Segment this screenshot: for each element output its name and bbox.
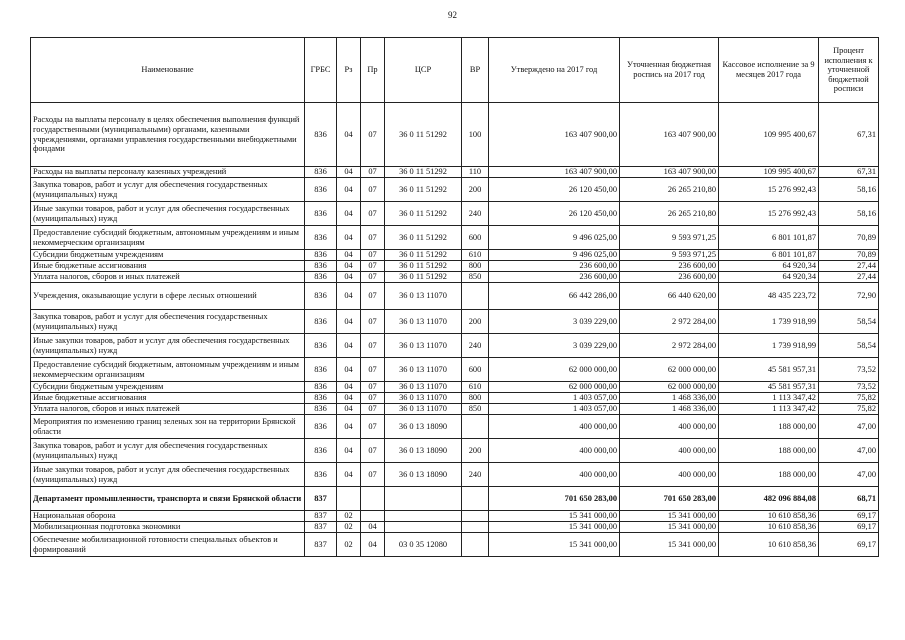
table-cell-name: Иные закупки товаров, работ и услуг для обеспечения государственных (муниципальных) нужд [31, 463, 305, 487]
table-cell-csr: 36 0 11 51292 [385, 272, 462, 283]
table-cell-percent: 58,54 [819, 310, 879, 334]
table-cell-cash: 64 920,34 [719, 261, 819, 272]
table-header-row [31, 38, 879, 103]
table-cell-name: Расходы на выплаты персоналу в целях обеспечения выполнения функций государственными (муниципальными) органами, казенными учреждениями, органами управления государственными внебюджетными фондами [31, 103, 305, 167]
table-cell-vr: 240 [462, 463, 489, 487]
table-cell-rz: 02 [337, 511, 361, 522]
table-cell-rz: 04 [337, 463, 361, 487]
table-cell-name: Уплата налогов, сборов и иных платежей [31, 404, 305, 415]
table-cell-percent: 58,16 [819, 178, 879, 202]
table-cell-vr [462, 533, 489, 557]
table-cell-approved: 236 600,00 [489, 272, 620, 283]
table-cell-vr: 200 [462, 310, 489, 334]
table-row [31, 250, 879, 261]
table-cell-approved: 66 442 286,00 [489, 283, 620, 310]
table-cell-approved: 15 341 000,00 [489, 511, 620, 522]
table-cell-percent: 69,17 [819, 511, 879, 522]
table-cell-name: Иные закупки товаров, работ и услуг для обеспечения государственных (муниципальных) нужд [31, 202, 305, 226]
table-cell-rz: 04 [337, 226, 361, 250]
table-cell-rz: 04 [337, 250, 361, 261]
table-cell-pr: 07 [361, 393, 385, 404]
table-cell-vr: 100 [462, 103, 489, 167]
table-cell-csr: 36 0 11 51292 [385, 202, 462, 226]
table-cell-pr: 07 [361, 463, 385, 487]
table-cell-csr: 36 0 11 51292 [385, 178, 462, 202]
table-cell-name: Предоставление субсидий бюджетным, автономным учреждениям и иным некоммерческим организациям [31, 226, 305, 250]
col-header-percent: Процент исполнения к уточненной бюджетной росписи [819, 38, 879, 103]
table-cell-grbs: 836 [305, 358, 337, 382]
table-cell-approved: 15 341 000,00 [489, 522, 620, 533]
table-cell-refined: 26 265 210,80 [620, 178, 719, 202]
table-cell-vr [462, 283, 489, 310]
table-cell-pr [361, 511, 385, 522]
table-cell-rz: 04 [337, 334, 361, 358]
table-cell-csr: 36 0 11 51292 [385, 250, 462, 261]
table-cell-vr: 200 [462, 178, 489, 202]
table-cell-rz: 04 [337, 103, 361, 167]
table-cell-vr: 600 [462, 358, 489, 382]
table-cell-csr: 36 0 13 18090 [385, 463, 462, 487]
table-cell-rz: 04 [337, 272, 361, 283]
col-header-pr: Пр [361, 38, 385, 103]
table-cell-rz: 04 [337, 178, 361, 202]
table-row [31, 439, 879, 463]
table-cell-percent: 68,71 [819, 487, 879, 511]
table-cell-pr: 07 [361, 226, 385, 250]
table-row [31, 487, 879, 511]
table-cell-vr: 800 [462, 261, 489, 272]
table-cell-pr: 04 [361, 533, 385, 557]
table-cell-csr [385, 522, 462, 533]
table-cell-cash: 1 113 347,42 [719, 393, 819, 404]
table-cell-percent: 27,44 [819, 261, 879, 272]
table-cell-rz: 04 [337, 358, 361, 382]
table-cell-pr: 07 [361, 250, 385, 261]
table-cell-grbs: 836 [305, 103, 337, 167]
table-cell-csr: 36 0 13 11070 [385, 358, 462, 382]
table-cell-cash: 45 581 957,31 [719, 358, 819, 382]
table-cell-pr [361, 487, 385, 511]
table-cell-grbs: 836 [305, 334, 337, 358]
table-row [31, 511, 879, 522]
table-cell-refined: 701 650 283,00 [620, 487, 719, 511]
table-cell-pr: 07 [361, 415, 385, 439]
table-cell-cash: 188 000,00 [719, 415, 819, 439]
table-cell-cash: 188 000,00 [719, 463, 819, 487]
table-cell-csr: 36 0 13 11070 [385, 404, 462, 415]
table-cell-percent: 47,00 [819, 439, 879, 463]
table-cell-refined: 15 341 000,00 [620, 533, 719, 557]
col-header-refined: Уточненная бюджетная роспись на 2017 год [620, 38, 719, 103]
table-cell-rz: 02 [337, 533, 361, 557]
table-cell-approved: 400 000,00 [489, 463, 620, 487]
table-row [31, 178, 879, 202]
table-cell-rz: 04 [337, 393, 361, 404]
table-cell-cash: 10 610 858,36 [719, 533, 819, 557]
budget-execution-table [30, 37, 879, 557]
table-cell-percent: 67,31 [819, 167, 879, 178]
table-cell-approved: 701 650 283,00 [489, 487, 620, 511]
table-cell-grbs: 836 [305, 261, 337, 272]
col-header-grbs: ГРБС [305, 38, 337, 103]
col-header-vr: ВР [462, 38, 489, 103]
table-row [31, 334, 879, 358]
table-cell-csr [385, 487, 462, 511]
table-row [31, 103, 879, 167]
table-cell-rz: 04 [337, 202, 361, 226]
table-cell-cash: 15 276 992,43 [719, 178, 819, 202]
table-cell-name: Департамент промышленности, транспорта и связи Брянской области [31, 487, 305, 511]
table-cell-rz: 04 [337, 382, 361, 393]
table-cell-pr: 07 [361, 103, 385, 167]
col-header-name: Наименование [31, 38, 305, 103]
table-cell-csr: 36 0 13 18090 [385, 439, 462, 463]
table-row [31, 533, 879, 557]
table-cell-percent: 73,52 [819, 382, 879, 393]
table-cell-name: Иные закупки товаров, работ и услуг для обеспечения государственных (муниципальных) нужд [31, 334, 305, 358]
table-cell-refined: 15 341 000,00 [620, 511, 719, 522]
table-cell-grbs: 836 [305, 167, 337, 178]
table-cell-name: Субсидии бюджетным учреждениям [31, 382, 305, 393]
table-cell-approved: 62 000 000,00 [489, 382, 620, 393]
table-cell-name: Закупка товаров, работ и услуг для обеспечения государственных (муниципальных) нужд [31, 178, 305, 202]
table-cell-rz: 04 [337, 415, 361, 439]
table-cell-percent: 58,16 [819, 202, 879, 226]
table-cell-grbs: 837 [305, 522, 337, 533]
table-cell-percent: 47,00 [819, 415, 879, 439]
table-cell-grbs: 836 [305, 382, 337, 393]
table-row [31, 382, 879, 393]
table-cell-cash: 1 113 347,42 [719, 404, 819, 415]
table-cell-approved: 9 496 025,00 [489, 226, 620, 250]
table-cell-csr: 36 0 13 18090 [385, 415, 462, 439]
table-row [31, 522, 879, 533]
table-cell-vr: 800 [462, 393, 489, 404]
table-body [31, 103, 879, 557]
table-cell-percent: 67,31 [819, 103, 879, 167]
table-row [31, 393, 879, 404]
table-cell-csr: 36 0 11 51292 [385, 103, 462, 167]
table-row [31, 272, 879, 283]
table-cell-rz: 04 [337, 167, 361, 178]
table-cell-refined: 1 468 336,00 [620, 393, 719, 404]
table-cell-csr: 36 0 11 51292 [385, 226, 462, 250]
table-cell-grbs: 836 [305, 404, 337, 415]
table-cell-approved: 62 000 000,00 [489, 358, 620, 382]
table-cell-pr: 07 [361, 404, 385, 415]
table-cell-pr: 07 [361, 439, 385, 463]
table-cell-pr: 07 [361, 358, 385, 382]
table-cell-csr: 36 0 13 11070 [385, 310, 462, 334]
table-cell-name: Расходы на выплаты персоналу казенных учреждений [31, 167, 305, 178]
table-cell-vr: 110 [462, 167, 489, 178]
table-cell-csr: 36 0 11 51292 [385, 261, 462, 272]
table-cell-percent: 69,17 [819, 533, 879, 557]
table-cell-cash: 48 435 223,72 [719, 283, 819, 310]
table-cell-grbs: 836 [305, 178, 337, 202]
table-cell-rz: 02 [337, 522, 361, 533]
table-cell-percent: 70,89 [819, 250, 879, 261]
table-cell-pr: 07 [361, 178, 385, 202]
table-cell-refined: 1 468 336,00 [620, 404, 719, 415]
table-cell-grbs: 836 [305, 202, 337, 226]
col-header-approved: Утверждено на 2017 год [489, 38, 620, 103]
table-cell-approved: 1 403 057,00 [489, 393, 620, 404]
table-cell-approved: 400 000,00 [489, 415, 620, 439]
table-cell-vr: 850 [462, 272, 489, 283]
table-cell-name: Закупка товаров, работ и услуг для обеспечения государственных (муниципальных) нужд [31, 310, 305, 334]
table-cell-rz: 04 [337, 283, 361, 310]
table-row [31, 463, 879, 487]
table-cell-vr: 240 [462, 334, 489, 358]
table-cell-csr: 36 0 13 11070 [385, 283, 462, 310]
table-cell-grbs: 836 [305, 226, 337, 250]
table-cell-refined: 2 972 284,00 [620, 310, 719, 334]
table-cell-name: Субсидии бюджетным учреждениям [31, 250, 305, 261]
table-cell-cash: 109 995 400,67 [719, 167, 819, 178]
table-cell-approved: 236 600,00 [489, 261, 620, 272]
table-cell-refined: 236 600,00 [620, 261, 719, 272]
table-row [31, 310, 879, 334]
table-cell-pr: 07 [361, 167, 385, 178]
table-cell-pr: 04 [361, 522, 385, 533]
table-cell-approved: 26 120 450,00 [489, 178, 620, 202]
table-cell-pr: 07 [361, 310, 385, 334]
table-cell-refined: 400 000,00 [620, 415, 719, 439]
table-cell-pr: 07 [361, 261, 385, 272]
table-cell-grbs: 836 [305, 310, 337, 334]
table-cell-name: Закупка товаров, работ и услуг для обеспечения государственных (муниципальных) нужд [31, 439, 305, 463]
table-cell-cash: 15 276 992,43 [719, 202, 819, 226]
table-cell-rz: 04 [337, 439, 361, 463]
table-row [31, 167, 879, 178]
table-cell-csr: 36 0 13 11070 [385, 393, 462, 404]
table-row [31, 404, 879, 415]
table-cell-pr: 07 [361, 334, 385, 358]
table-cell-rz: 04 [337, 310, 361, 334]
table-cell-approved: 1 403 057,00 [489, 404, 620, 415]
table-cell-grbs: 836 [305, 283, 337, 310]
table-cell-grbs: 836 [305, 415, 337, 439]
table-cell-cash: 188 000,00 [719, 439, 819, 463]
table-cell-percent: 69,17 [819, 522, 879, 533]
table-row [31, 358, 879, 382]
col-header-csr: ЦСР [385, 38, 462, 103]
table-cell-cash: 1 739 918,99 [719, 334, 819, 358]
table-cell-vr: 850 [462, 404, 489, 415]
table-cell-vr: 240 [462, 202, 489, 226]
table-cell-grbs: 837 [305, 533, 337, 557]
table-cell-grbs: 836 [305, 463, 337, 487]
table-cell-name: Мобилизационная подготовка экономики [31, 522, 305, 533]
table-cell-vr: 610 [462, 382, 489, 393]
table-cell-approved: 9 496 025,00 [489, 250, 620, 261]
table-cell-approved: 163 407 900,00 [489, 103, 620, 167]
table-cell-percent: 47,00 [819, 463, 879, 487]
table-cell-name: Обеспечение мобилизационной готовности специальных объектов и формирований [31, 533, 305, 557]
table-cell-cash: 6 801 101,87 [719, 250, 819, 261]
table-cell-refined: 15 341 000,00 [620, 522, 719, 533]
table-cell-vr [462, 511, 489, 522]
col-header-rz: Рз [337, 38, 361, 103]
table-row [31, 283, 879, 310]
table-cell-csr: 36 0 13 11070 [385, 334, 462, 358]
table-cell-name: Предоставление субсидий бюджетным, автономным учреждениям и иным некоммерческим организациям [31, 358, 305, 382]
table-cell-cash: 64 920,34 [719, 272, 819, 283]
table-cell-vr: 200 [462, 439, 489, 463]
table-cell-approved: 163 407 900,00 [489, 167, 620, 178]
table-cell-percent: 27,44 [819, 272, 879, 283]
table-cell-pr: 07 [361, 382, 385, 393]
table-cell-cash: 10 610 858,36 [719, 511, 819, 522]
table-cell-grbs: 837 [305, 511, 337, 522]
table-cell-cash: 45 581 957,31 [719, 382, 819, 393]
table-cell-approved: 15 341 000,00 [489, 533, 620, 557]
table-cell-rz: 04 [337, 261, 361, 272]
table-cell-refined: 236 600,00 [620, 272, 719, 283]
table-cell-refined: 400 000,00 [620, 439, 719, 463]
table-cell-cash: 6 801 101,87 [719, 226, 819, 250]
table-cell-name: Национальная оборона [31, 511, 305, 522]
table-cell-grbs: 837 [305, 487, 337, 511]
table-cell-grbs: 836 [305, 393, 337, 404]
table-cell-cash: 482 096 884,08 [719, 487, 819, 511]
table-cell-refined: 66 440 620,00 [620, 283, 719, 310]
table-cell-grbs: 836 [305, 250, 337, 261]
table-cell-grbs: 836 [305, 272, 337, 283]
table-cell-refined: 2 972 284,00 [620, 334, 719, 358]
table-cell-name: Иные бюджетные ассигнования [31, 261, 305, 272]
table-cell-vr: 600 [462, 226, 489, 250]
table-cell-grbs: 836 [305, 439, 337, 463]
table-cell-rz: 04 [337, 404, 361, 415]
table-cell-vr: 610 [462, 250, 489, 261]
table-cell-percent: 73,52 [819, 358, 879, 382]
table-cell-csr: 36 0 13 11070 [385, 382, 462, 393]
table-cell-percent: 72,90 [819, 283, 879, 310]
table-cell-refined: 9 593 971,25 [620, 226, 719, 250]
table-cell-cash: 1 739 918,99 [719, 310, 819, 334]
table-row [31, 261, 879, 272]
table-cell-vr [462, 415, 489, 439]
table-cell-vr [462, 522, 489, 533]
table-cell-refined: 62 000 000,00 [620, 382, 719, 393]
table-cell-refined: 62 000 000,00 [620, 358, 719, 382]
table-cell-refined: 163 407 900,00 [620, 103, 719, 167]
table-cell-refined: 26 265 210,80 [620, 202, 719, 226]
table-row [31, 226, 879, 250]
table-cell-percent: 70,89 [819, 226, 879, 250]
table-cell-approved: 3 039 229,00 [489, 310, 620, 334]
table-cell-cash: 10 610 858,36 [719, 522, 819, 533]
col-header-cash: Кассовое исполнение за 9 месяцев 2017 года [719, 38, 819, 103]
table-row [31, 415, 879, 439]
table-cell-name: Учреждения, оказывающие услуги в сфере лесных отношений [31, 283, 305, 310]
table-cell-cash: 109 995 400,67 [719, 103, 819, 167]
table-cell-name: Мероприятия по изменению границ зеленых зон на территории Брянской области [31, 415, 305, 439]
table-cell-approved: 26 120 450,00 [489, 202, 620, 226]
table-cell-rz [337, 487, 361, 511]
page-number: 92 [448, 10, 457, 20]
table-cell-name: Иные бюджетные ассигнования [31, 393, 305, 404]
table-cell-approved: 400 000,00 [489, 439, 620, 463]
table-cell-pr: 07 [361, 272, 385, 283]
table-cell-refined: 163 407 900,00 [620, 167, 719, 178]
table-cell-pr: 07 [361, 202, 385, 226]
table-cell-refined: 400 000,00 [620, 463, 719, 487]
table-cell-approved: 3 039 229,00 [489, 334, 620, 358]
table-cell-percent: 58,54 [819, 334, 879, 358]
table-cell-refined: 9 593 971,25 [620, 250, 719, 261]
table-row [31, 202, 879, 226]
table-cell-pr: 07 [361, 283, 385, 310]
table-cell-percent: 75,82 [819, 393, 879, 404]
table-cell-csr: 36 0 11 51292 [385, 167, 462, 178]
table-cell-csr [385, 511, 462, 522]
table-cell-name: Уплата налогов, сборов и иных платежей [31, 272, 305, 283]
table-cell-vr [462, 487, 489, 511]
table-cell-csr: 03 0 35 12080 [385, 533, 462, 557]
table-cell-percent: 75,82 [819, 404, 879, 415]
